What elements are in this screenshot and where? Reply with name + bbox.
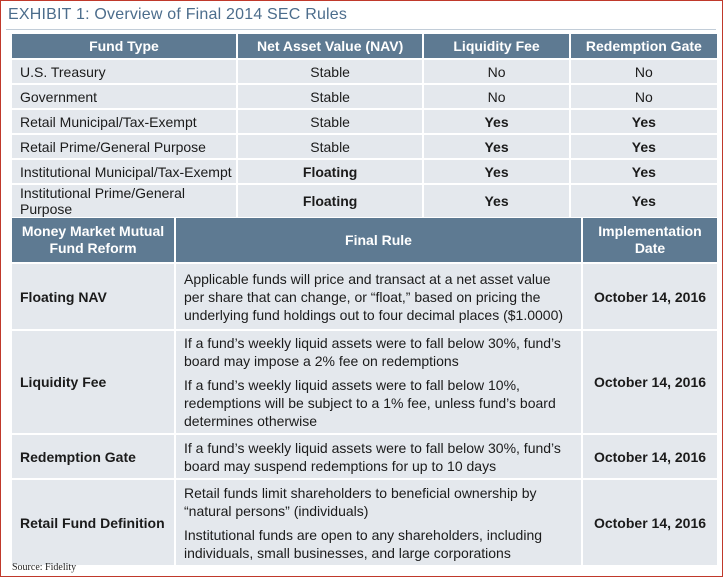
source-note: Source: Fidelity <box>12 562 77 573</box>
gate-value: Yes <box>571 135 717 158</box>
fee-value: No <box>424 85 568 108</box>
header-reform <box>12 218 174 262</box>
table-row <box>12 60 717 83</box>
table-row <box>12 160 717 183</box>
title-divider <box>6 29 716 30</box>
table-row <box>12 85 717 108</box>
rule-text: Institutional funds are open to any shareholders, including individuals, small businesses, and large corporations <box>184 526 543 561</box>
table-row <box>12 435 717 478</box>
reform-name: Retail Fund Definition <box>12 480 174 565</box>
header-final-rule: Final Rule <box>176 218 581 262</box>
rule-text: Applicable funds will price and transact at a net asset value per share that can change, or “float,” based on pricing the underlying fund holdings out to four decimal places ($1.0000) <box>184 270 564 323</box>
reform-rules-table <box>10 216 719 567</box>
rule-text: Retail funds limit shareholders to beneficial ownership by “natural persons” (individuals) <box>184 484 537 519</box>
gate-value: No <box>571 60 717 83</box>
fund-name: U.S. Treasury <box>12 60 236 83</box>
table-row <box>12 110 717 133</box>
fund-name: Institutional Prime/General Purpose <box>12 185 236 217</box>
fee-value: Yes <box>424 185 568 217</box>
nav-value: Floating <box>238 160 422 183</box>
reform-name: Floating NAV <box>12 264 174 329</box>
nav-value: Stable <box>238 85 422 108</box>
implementation-date: October 14, 2016 <box>583 435 717 478</box>
final-rule-cell <box>176 331 581 433</box>
rule-text: If a fund’s weekly liquid assets were to fall below 30%, fund’s board may suspend redemptions for up to 10 days <box>184 439 561 474</box>
implementation-date: October 14, 2016 <box>583 480 717 565</box>
header-redemption-gate: Redemption Gate <box>571 34 717 58</box>
fund-type-table <box>10 32 719 219</box>
rule-text: If a fund’s weekly liquid assets were to fall below 10%, redemptions will be subject to a 1% fee, unless fund’s board determines otherwise <box>184 377 556 429</box>
header-reform-line1: Money Market Mutual <box>21 223 165 239</box>
final-rule-cell <box>176 435 581 478</box>
fee-value: Yes <box>424 135 568 158</box>
gate-value: Yes <box>571 160 717 183</box>
implementation-date: October 14, 2016 <box>583 264 717 329</box>
header-fund-type: Fund Type <box>12 34 236 58</box>
gate-value: No <box>571 85 717 108</box>
header-liquidity-fee: Liquidity Fee <box>424 34 568 58</box>
fee-value: No <box>424 60 568 83</box>
header-reform-line2: Fund Reform <box>49 240 137 256</box>
fund-name: Government <box>12 85 236 108</box>
reform-header-row <box>12 218 717 262</box>
final-rule-cell <box>176 264 581 329</box>
header-nav: Net Asset Value (NAV) <box>238 34 422 58</box>
final-rule-cell <box>176 480 581 565</box>
table-row <box>12 264 717 329</box>
fund-name: Institutional Municipal/Tax-Exempt <box>12 160 236 183</box>
fund-type-header-row <box>12 34 717 58</box>
header-implementation-date <box>583 218 717 262</box>
nav-value: Floating <box>238 185 422 217</box>
gate-value: Yes <box>571 185 717 217</box>
nav-value: Stable <box>238 110 422 133</box>
fund-name: Retail Prime/General Purpose <box>12 135 236 158</box>
rule-text: If a fund’s weekly liquid assets were to fall below 30%, fund’s board may impose a 2% fee on redemptions <box>184 335 561 369</box>
header-date-line1: Implementation <box>598 223 702 239</box>
table-row <box>12 480 717 565</box>
nav-value: Stable <box>238 60 422 83</box>
fee-value: Yes <box>424 110 568 133</box>
exhibit-title: EXHIBIT 1: Overview of Final 2014 SEC Rules <box>8 6 348 23</box>
fee-value: Yes <box>424 160 568 183</box>
table-row <box>12 185 717 217</box>
table-row <box>12 331 717 433</box>
gate-value: Yes <box>571 110 717 133</box>
table-row <box>12 135 717 158</box>
header-date-line2: Date <box>634 240 666 256</box>
fund-name: Retail Municipal/Tax-Exempt <box>12 110 236 133</box>
reform-name: Redemption Gate <box>12 435 174 478</box>
implementation-date: October 14, 2016 <box>583 331 717 433</box>
nav-value: Stable <box>238 135 422 158</box>
reform-name: Liquidity Fee <box>12 331 174 433</box>
